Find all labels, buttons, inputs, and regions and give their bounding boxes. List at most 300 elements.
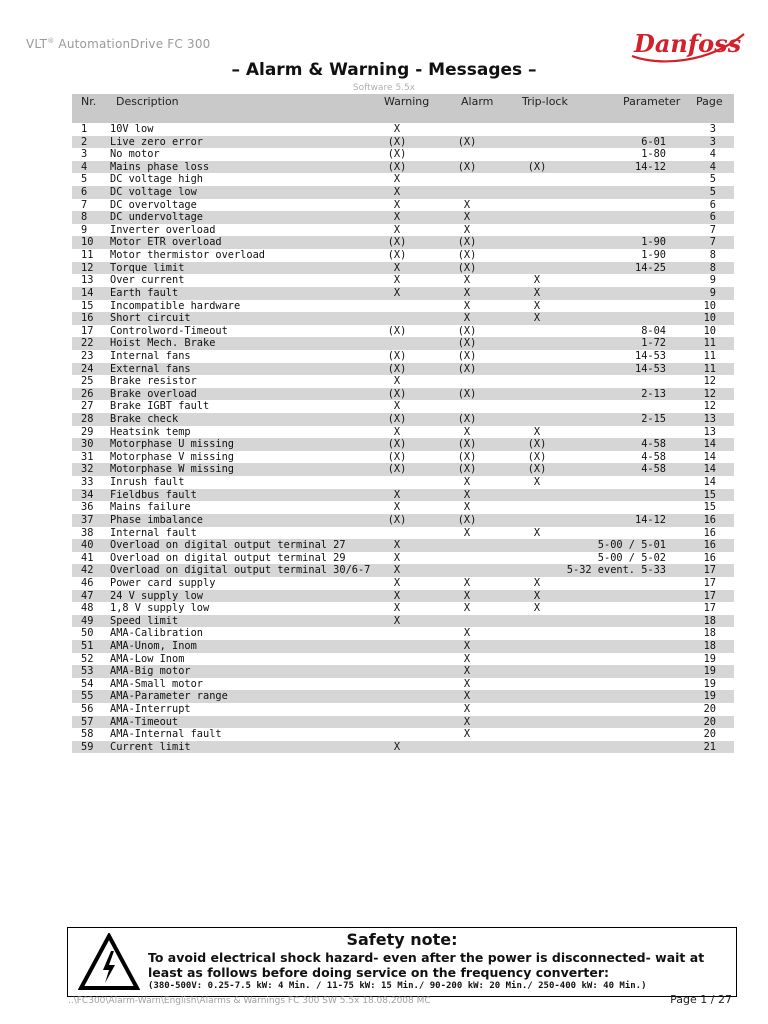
row-parameter: 1-80 (641, 148, 666, 161)
row-page: 13 (703, 413, 716, 426)
safety-line-3: (380-500V: 0.25-7.5 kW: 4 Min. / 11-75 kW: 15 Min./ 90-200 kW: 20 Min./ 250-400 kW: 40 Min.) (148, 981, 647, 991)
table-row (72, 653, 734, 666)
row-warning: X (393, 375, 401, 388)
row-page: 8 (709, 261, 716, 274)
row-nr: 4 (81, 160, 88, 173)
row-page: 19 (703, 677, 716, 690)
row-page: 3 (709, 123, 716, 135)
row-page: 17 (703, 589, 716, 602)
safety-line-1: To avoid electrical shock hazard- even after the power is disconnected- wait at (148, 950, 705, 965)
row-description: Brake check (110, 413, 179, 426)
row-warning: X (393, 211, 401, 224)
table-row (72, 262, 734, 275)
row-page: 16 (703, 526, 716, 539)
row-page: 4 (709, 160, 716, 173)
row-nr: 13 (81, 274, 94, 287)
row-nr: 24 (81, 362, 94, 375)
row-parameter: 1-72 (641, 337, 666, 350)
row-warning: X (393, 198, 401, 211)
row-alarm: (X) (457, 249, 477, 262)
row-page: 17 (703, 564, 716, 577)
row-trip-lock: (X) (527, 438, 547, 451)
row-alarm: (X) (457, 324, 477, 337)
col-nr: Nr. (81, 95, 97, 108)
row-description: DC voltage high (110, 173, 203, 186)
row-alarm: X (463, 501, 471, 514)
row-nr: 41 (81, 551, 94, 564)
row-description: AMA-Interrupt (110, 703, 191, 716)
row-page: 10 (703, 299, 716, 312)
row-description: Heatsink temp (110, 425, 191, 438)
col-alarm: Alarm (461, 95, 494, 108)
table-row (72, 552, 734, 565)
row-nr: 32 (81, 463, 94, 476)
table-row (72, 136, 734, 149)
row-alarm: (X) (457, 135, 477, 148)
row-page: 19 (703, 665, 716, 678)
row-alarm: X (463, 627, 471, 640)
row-page: 16 (703, 513, 716, 526)
row-alarm: (X) (457, 450, 477, 463)
row-nr: 28 (81, 413, 94, 426)
row-page: 4 (709, 148, 716, 161)
row-description: Phase imbalance (110, 513, 203, 526)
row-description: Current limit (110, 740, 191, 753)
table-row (72, 300, 734, 313)
row-page: 20 (703, 703, 716, 716)
row-warning: X (393, 602, 401, 615)
row-nr: 8 (81, 211, 88, 224)
row-alarm: X (463, 589, 471, 602)
row-nr: 55 (81, 690, 94, 703)
row-nr: 7 (81, 198, 88, 211)
table-row (72, 224, 734, 237)
row-parameter: 1-90 (641, 236, 666, 249)
row-alarm: (X) (457, 438, 477, 451)
row-description: AMA-Parameter range (110, 690, 228, 703)
table-row (72, 161, 734, 174)
col-trip-lock: Trip-lock (522, 95, 568, 108)
row-alarm: (X) (457, 513, 477, 526)
table-row (72, 728, 734, 741)
row-warning: X (393, 564, 401, 577)
row-page: 14 (703, 463, 716, 476)
row-alarm: X (463, 425, 471, 438)
row-alarm: (X) (457, 362, 477, 375)
row-page: 5 (709, 186, 716, 199)
row-description: Motor thermistor overload (110, 249, 265, 262)
software-version: Software 5.5x (352, 83, 416, 93)
row-nr: 50 (81, 627, 94, 640)
row-nr: 42 (81, 564, 94, 577)
row-warning: X (393, 261, 401, 274)
row-page: 17 (703, 576, 716, 589)
table-row (72, 438, 734, 451)
table-row (72, 527, 734, 540)
row-alarm: X (463, 728, 471, 741)
row-nr: 47 (81, 589, 94, 602)
table-row (72, 426, 734, 439)
table-row (72, 602, 734, 615)
row-nr: 54 (81, 677, 94, 690)
row-nr: 10 (81, 236, 94, 249)
row-description: Earth fault (110, 286, 179, 299)
row-parameter: 5-00 / 5-01 (597, 539, 666, 552)
row-description: Hoist Mech. Brake (110, 337, 216, 350)
table-row (72, 690, 734, 703)
safety-title: Safety note: (346, 930, 458, 949)
alarm-table-body (72, 123, 734, 753)
row-description: Speed limit (110, 614, 179, 627)
row-warning: X (393, 400, 401, 413)
row-nr: 57 (81, 715, 94, 728)
row-parameter: 5-00 / 5-02 (597, 551, 666, 564)
row-trip-lock: (X) (527, 463, 547, 476)
row-page: 8 (709, 249, 716, 262)
row-trip-lock: (X) (527, 450, 547, 463)
row-nr: 40 (81, 539, 94, 552)
row-alarm: (X) (457, 387, 477, 400)
row-page: 13 (703, 425, 716, 438)
row-page: 20 (703, 715, 716, 728)
row-description: Overload on digital output terminal 29 (110, 551, 346, 564)
row-description: Controlword-Timeout (110, 324, 228, 337)
row-warning: X (393, 123, 401, 135)
row-alarm: X (463, 715, 471, 728)
row-warning: X (393, 614, 401, 627)
row-nr: 49 (81, 614, 94, 627)
table-row (72, 173, 734, 186)
safety-note-box (67, 927, 737, 997)
row-nr: 11 (81, 249, 94, 262)
row-alarm: (X) (457, 349, 477, 362)
row-trip-lock: X (533, 299, 541, 312)
row-warning: X (393, 576, 401, 589)
row-page: 6 (709, 198, 716, 211)
row-warning: X (393, 173, 401, 186)
row-page: 18 (703, 627, 716, 640)
row-warning: (X) (387, 450, 407, 463)
row-warning: (X) (387, 349, 407, 362)
page-title: – Alarm & Warning - Messages – (231, 60, 537, 80)
row-page: 19 (703, 652, 716, 665)
row-page: 15 (703, 488, 716, 501)
row-nr: 30 (81, 438, 94, 451)
table-row (72, 716, 734, 729)
row-description: AMA-Small motor (110, 677, 203, 690)
row-nr: 51 (81, 639, 94, 652)
row-nr: 38 (81, 526, 94, 539)
table-row (72, 312, 734, 325)
row-nr: 33 (81, 476, 94, 489)
table-row (72, 627, 734, 640)
table-row (72, 501, 734, 514)
row-parameter: 14-53 (635, 362, 666, 375)
row-page: 15 (703, 501, 716, 514)
table-row (72, 325, 734, 338)
row-description: Inverter overload (110, 223, 216, 236)
row-description: AMA-Unom, Inom (110, 639, 197, 652)
row-nr: 6 (81, 186, 88, 199)
table-row (72, 274, 734, 287)
row-nr: 48 (81, 602, 94, 615)
row-page: 5 (709, 173, 716, 186)
row-alarm: X (463, 286, 471, 299)
table-row (72, 514, 734, 527)
row-nr: 22 (81, 337, 94, 350)
row-parameter: 14-12 (635, 513, 666, 526)
row-parameter: 14-53 (635, 349, 666, 362)
row-nr: 12 (81, 261, 94, 274)
row-description: Motorphase V missing (110, 450, 234, 463)
table-row (72, 148, 734, 161)
row-description: Over current (110, 274, 185, 287)
row-description: 1,8 V supply low (110, 602, 210, 615)
row-description: AMA-Calibration (110, 627, 203, 640)
table-row (72, 123, 734, 136)
row-warning: (X) (387, 413, 407, 426)
row-alarm: (X) (457, 261, 477, 274)
row-description: External fans (110, 362, 191, 375)
table-row (72, 463, 734, 476)
row-description: Brake overload (110, 387, 197, 400)
row-parameter: 1-90 (641, 249, 666, 262)
row-warning: (X) (387, 438, 407, 451)
row-page: 14 (703, 476, 716, 489)
table-row (72, 678, 734, 691)
table-row (72, 451, 734, 464)
row-page: 11 (703, 362, 716, 375)
row-warning: X (393, 488, 401, 501)
row-parameter: 2-13 (641, 387, 666, 400)
table-header (72, 94, 734, 123)
row-alarm: X (463, 652, 471, 665)
row-page: 7 (709, 236, 716, 249)
table-row (72, 375, 734, 388)
row-parameter: 8-04 (641, 324, 666, 337)
row-warning: X (393, 425, 401, 438)
row-warning: X (393, 539, 401, 552)
row-trip-lock: X (533, 274, 541, 287)
row-description: DC overvoltage (110, 198, 197, 211)
table-row (72, 236, 734, 249)
row-trip-lock: (X) (527, 160, 547, 173)
row-page: 20 (703, 728, 716, 741)
row-description: Internal fans (110, 349, 191, 362)
row-description: Torque limit (110, 261, 185, 274)
row-nr: 2 (81, 135, 88, 148)
row-description: Mains failure (110, 501, 191, 514)
row-alarm: (X) (457, 236, 477, 249)
row-page: 14 (703, 438, 716, 451)
row-page: 14 (703, 450, 716, 463)
row-nr: 36 (81, 501, 94, 514)
col-warning: Warning (384, 95, 430, 108)
row-alarm: X (463, 488, 471, 501)
row-description: Overload on digital output terminal 30/6-7 (110, 564, 371, 577)
row-trip-lock: X (533, 286, 541, 299)
row-page: 18 (703, 639, 716, 652)
row-warning: (X) (387, 324, 407, 337)
row-alarm: X (463, 299, 471, 312)
row-description: Inrush fault (110, 476, 185, 489)
row-page: 3 (709, 135, 716, 148)
table-row (72, 350, 734, 363)
table-row (72, 703, 734, 716)
row-nr: 16 (81, 312, 94, 325)
row-nr: 46 (81, 576, 94, 589)
row-alarm: X (463, 274, 471, 287)
table-row (72, 476, 734, 489)
row-warning: (X) (387, 463, 407, 476)
row-alarm: X (463, 223, 471, 236)
row-nr: 31 (81, 450, 94, 463)
row-alarm: (X) (457, 337, 477, 350)
row-description: Motorphase U missing (110, 438, 234, 451)
row-description: Brake IGBT fault (110, 400, 210, 413)
row-description: Short circuit (110, 312, 191, 325)
row-warning: (X) (387, 236, 407, 249)
row-alarm: X (463, 576, 471, 589)
row-nr: 58 (81, 728, 94, 741)
row-nr: 53 (81, 665, 94, 678)
row-warning: X (393, 286, 401, 299)
row-nr: 3 (81, 148, 88, 161)
row-alarm: X (463, 198, 471, 211)
row-description: Incompatible hardware (110, 299, 241, 312)
row-description: Internal fault (110, 526, 197, 539)
row-trip-lock: X (533, 425, 541, 438)
row-alarm: X (463, 526, 471, 539)
row-description: AMA-Internal fault (110, 728, 222, 741)
row-description: DC undervoltage (110, 211, 203, 224)
row-description: AMA-Big motor (110, 665, 191, 678)
row-nr: 1 (81, 123, 88, 135)
row-description: Motor ETR overload (110, 236, 222, 249)
row-parameter: 4-58 (641, 438, 666, 451)
row-description: Overload on digital output terminal 27 (110, 539, 346, 552)
row-page: 10 (703, 312, 716, 325)
row-warning: (X) (387, 387, 407, 400)
row-alarm: X (463, 677, 471, 690)
table-row (72, 413, 734, 426)
row-alarm: (X) (457, 413, 477, 426)
row-page: 16 (703, 551, 716, 564)
row-description: Brake resistor (110, 375, 197, 388)
row-nr: 27 (81, 400, 94, 413)
row-page: 16 (703, 539, 716, 552)
row-warning: (X) (387, 135, 407, 148)
row-description: No motor (110, 148, 160, 161)
row-warning: (X) (387, 160, 407, 173)
row-warning: (X) (387, 513, 407, 526)
row-alarm: X (463, 690, 471, 703)
row-page: 17 (703, 602, 716, 615)
table-row (72, 539, 734, 552)
row-warning: (X) (387, 362, 407, 375)
row-page: 21 (703, 740, 716, 753)
file-path: ..\FC300\Alarm-Warn\English\Alarms & Warnings FC 300 SW 5.5x 18.08.2008 MC (68, 996, 431, 1006)
row-nr: 5 (81, 173, 88, 186)
row-parameter: 6-01 (641, 135, 666, 148)
row-page: 10 (703, 324, 716, 337)
row-page: 12 (703, 387, 716, 400)
row-description: Fieldbus fault (110, 488, 197, 501)
col-description: Description (116, 95, 179, 108)
row-trip-lock: X (533, 476, 541, 489)
row-description: Mains phase loss (110, 160, 210, 173)
row-parameter: 4-58 (641, 450, 666, 463)
row-trip-lock: X (533, 589, 541, 602)
row-page: 6 (709, 211, 716, 224)
svg-text:Danfoss: Danfoss (634, 29, 742, 58)
table-row (72, 249, 734, 262)
row-alarm: X (463, 665, 471, 678)
table-row (72, 287, 734, 300)
row-page: 12 (703, 375, 716, 388)
table-row (72, 615, 734, 628)
table-row (72, 640, 734, 653)
row-trip-lock: X (533, 576, 541, 589)
row-warning: (X) (387, 148, 407, 161)
row-parameter: 5-32 event. 5-33 (566, 564, 666, 577)
row-nr: 56 (81, 703, 94, 716)
row-page: 11 (703, 337, 716, 350)
row-parameter: 2-15 (641, 413, 666, 426)
row-description: 10V low (110, 123, 154, 135)
row-warning: X (393, 274, 401, 287)
row-nr: 34 (81, 488, 94, 501)
table-row (72, 590, 734, 603)
row-description: Power card supply (110, 576, 216, 589)
col-parameter: Parameter (623, 95, 681, 108)
row-description: Motorphase W missing (110, 463, 234, 476)
row-page: 19 (703, 690, 716, 703)
row-nr: 37 (81, 513, 94, 526)
row-trip-lock: X (533, 526, 541, 539)
row-nr: 15 (81, 299, 94, 312)
table-row (72, 577, 734, 590)
row-warning: X (393, 740, 401, 753)
table-row (72, 564, 734, 577)
row-alarm: X (463, 476, 471, 489)
row-description: AMA-Timeout (110, 715, 179, 728)
row-nr: 59 (81, 740, 94, 753)
table-row (72, 337, 734, 350)
row-alarm: X (463, 639, 471, 652)
table-row (72, 400, 734, 413)
col-page: Page (696, 95, 723, 108)
row-parameter: 14-12 (635, 160, 666, 173)
row-alarm: (X) (457, 160, 477, 173)
row-warning: X (393, 501, 401, 514)
row-page: 9 (709, 274, 716, 287)
table-row (72, 363, 734, 376)
row-alarm: X (463, 703, 471, 716)
row-nr: 17 (81, 324, 94, 337)
row-nr: 26 (81, 387, 94, 400)
row-description: AMA-Low Inom (110, 652, 185, 665)
row-nr: 9 (81, 223, 88, 236)
row-page: 9 (709, 286, 716, 299)
table-row (72, 199, 734, 212)
row-description: Live zero error (110, 135, 203, 148)
row-warning: (X) (387, 249, 407, 262)
table-row (72, 741, 734, 754)
row-description: DC voltage low (110, 186, 197, 199)
row-nr: 14 (81, 286, 94, 299)
row-warning: X (393, 551, 401, 564)
